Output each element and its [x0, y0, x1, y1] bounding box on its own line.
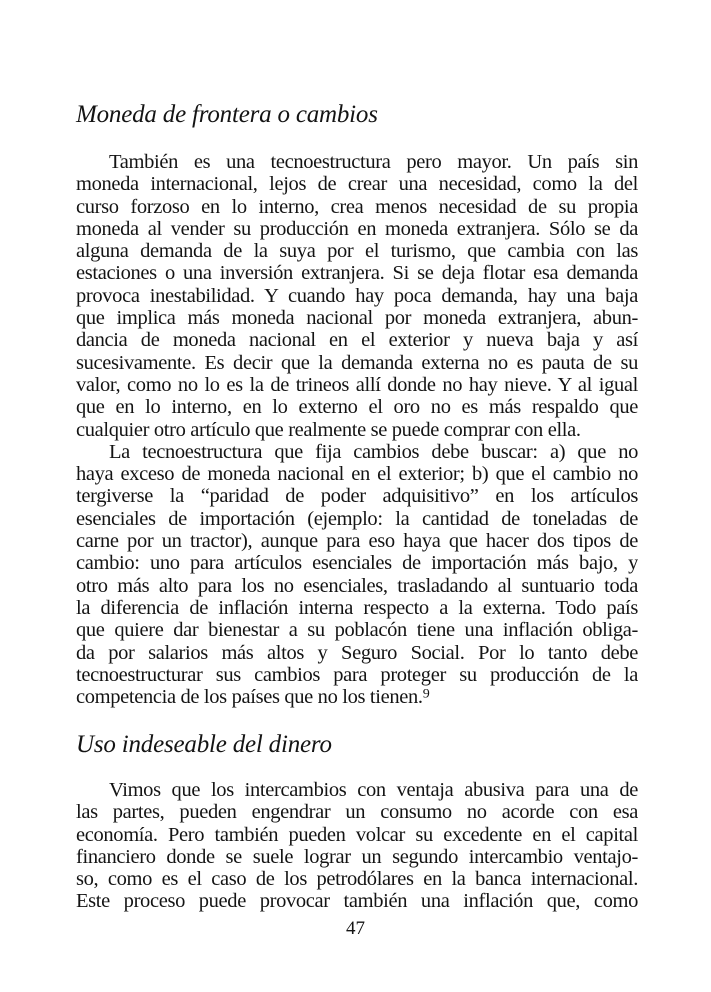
text-line: competencia de los países que no los tienen.⁹: [76, 686, 430, 709]
text-line: que en lo interno, en lo externo el oro no es más respaldo que: [76, 396, 638, 419]
text-line: alguna demanda de la suya por el turismo, que cambia con las: [76, 240, 638, 263]
text-line: provoca inestabilidad. Y cuando hay poca demanda, hay una baja: [76, 284, 638, 307]
text-line: otro más alto para los no esenciales, trasladando al suntuario toda: [76, 574, 638, 597]
text-line: esenciales de importación (ejemplo: la cantidad de toneladas de: [76, 507, 638, 530]
text-line: cualquier otro artículo que realmente se puede comprar con ella.: [76, 418, 581, 441]
section-body-moneda-de-frontera: [76, 151, 638, 708]
text-line: tergiverse la “paridad de poder adquisitivo” en los artículos: [76, 485, 638, 508]
text-line: sucesivamente. Es decir que la demanda externa no es pauta de su: [76, 351, 638, 374]
text-line: economía. Pero también pueden volcar su excedente en el capital: [76, 823, 638, 846]
section-heading-moneda-de-frontera: Moneda de frontera o cambios: [76, 101, 378, 128]
text-line: Este proceso puede provocar también una inflación que, como: [76, 890, 638, 913]
section-heading-uso-indeseable: Uso indeseable del dinero: [76, 731, 332, 758]
text-line: que quiere dar bienestar a su poblacón tiene una inflación obliga-: [76, 619, 638, 642]
text-line: dancia de moneda nacional en el exterior y nueva baja y así: [76, 329, 638, 352]
text-line: moneda internacional, lejos de crear una necesidad, como la del: [76, 173, 638, 196]
text-line: Vimos que los intercambios con ventaja abusiva para una de: [109, 779, 638, 801]
text-line: so, como es el caso de los petrodólares en la banca internacional.: [76, 868, 638, 891]
text-line: que implica más moneda nacional por moneda extranjera, abun-: [76, 307, 638, 330]
text-line: cambio: uno para artículos esenciales de importación más bajo, y: [76, 552, 638, 575]
text-line: la diferencia de inflación interna respecto a la externa. Todo país: [76, 596, 638, 619]
text-line: da por salarios más altos y Seguro Social. Por lo tanto debe: [76, 641, 638, 664]
text-line: financiero donde se suele lograr un segundo intercambio ventajo-: [76, 845, 638, 868]
text-line: valor, como no lo es la de trineos allí donde no hay nieve. Y al igual: [76, 373, 638, 396]
text-line: carne por un tractor), aunque para eso haya que hacer dos tipos de: [76, 530, 638, 553]
text-line: estaciones o una inversión extranjera. Si se deja flotar esa demanda: [76, 262, 638, 285]
text-line: tecnoestructurar sus cambios para proteger su producción de la: [76, 663, 638, 686]
text-line: haya exceso de moneda nacional en el exterior; b) que el cambio no: [76, 463, 638, 486]
text-line: moneda al vender su producción en moneda extranjera. Sólo se da: [76, 217, 638, 240]
page-number: 47: [346, 918, 365, 939]
section-body-uso-indeseable: [76, 779, 638, 913]
text-line: curso forzoso en lo interno, crea menos necesidad de su propia: [76, 195, 638, 218]
text-line: También es una tecnoestructura pero mayor. Un país sin: [109, 151, 638, 173]
text-line: las partes, pueden engendrar un consumo no acorde con esa: [76, 801, 638, 824]
text-line: La tecnoestructura que fija cambios debe buscar: a) que no: [109, 440, 638, 463]
